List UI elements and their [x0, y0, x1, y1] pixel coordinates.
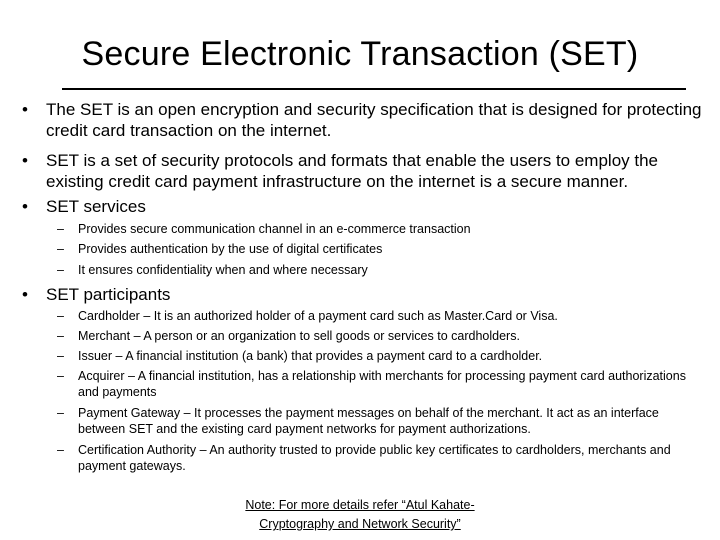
- sub-bullet-marker: –: [57, 443, 64, 457]
- bullet-item: [22, 284, 706, 305]
- sub-bullet-text: Acquirer – A financial institution, has a relationship with merchants for processing payment card authorizations and payments: [78, 369, 686, 399]
- sub-bullet-item: [57, 262, 704, 278]
- bullet-marker: •: [22, 197, 28, 216]
- sub-bullet-item: [57, 221, 704, 237]
- sub-bullet-text: Provides authentication by the use of digital certificates: [78, 242, 383, 256]
- sub-bullet-item: [57, 348, 704, 364]
- sub-bullet-marker: –: [57, 242, 64, 256]
- bullet-item: [22, 196, 706, 217]
- sub-bullet-marker: –: [57, 369, 64, 383]
- sub-bullet-text: It ensures confidentiality when and where necessary: [78, 263, 368, 277]
- bullet-marker: •: [22, 151, 28, 170]
- sub-bullet-item: [57, 308, 704, 324]
- sub-bullet-marker: –: [57, 406, 64, 420]
- reference-note: Note: For more details refer “Atul Kahate-Cryptography and Network Security”: [245, 498, 475, 531]
- sub-bullet-text: Issuer – A financial institution (a bank) that provides a payment card to a cardholder.: [78, 349, 543, 363]
- bullet-text: The SET is an open encryption and security specification that is designed for protecting credit card transaction on the internet.: [46, 100, 702, 140]
- bullet-text: SET participants: [46, 285, 171, 304]
- sub-bullet-text: Merchant – A person or an organization to sell goods or services to cardholders.: [78, 329, 520, 343]
- sub-bullet-item: [57, 368, 704, 400]
- sub-bullet-text: Provides secure communication channel in an e-commerce transaction: [78, 222, 471, 236]
- slide-title: Secure Electronic Transaction (SET): [81, 35, 639, 73]
- sub-bullet-text: Cardholder – It is an authorized holder of a payment card such as Master.Card or Visa.: [78, 309, 558, 323]
- sub-bullet-text: Payment Gateway – It processes the payment messages on behalf of the merchant. It act as an interface between SET and the existing card payment networks for payment authorizations.: [78, 406, 659, 436]
- bullet-text: SET is a set of security protocols and formats that enable the users to employ the existing credit card payment infrastructure on the internet is a secure manner.: [46, 151, 658, 191]
- sub-bullet-item: [57, 405, 704, 437]
- sub-bullet-marker: –: [57, 329, 64, 343]
- sub-bullet-item: [57, 241, 704, 257]
- sub-bullet-marker: –: [57, 349, 64, 363]
- sub-bullet-marker: –: [57, 222, 64, 236]
- bullet-item: [22, 99, 706, 141]
- sub-bullet-item: [57, 442, 704, 474]
- bullet-marker: •: [22, 100, 28, 119]
- bullet-text: SET services: [46, 197, 146, 216]
- bullet-item: [22, 150, 706, 192]
- sub-bullet-item: [57, 328, 704, 344]
- sub-bullet-marker: –: [57, 309, 64, 323]
- bullet-marker: •: [22, 285, 28, 304]
- sub-bullet-text: Certification Authority – An authority trusted to provide public key certificates to cardholders, merchants and payment gateways.: [78, 443, 671, 473]
- sub-bullet-marker: –: [57, 263, 64, 277]
